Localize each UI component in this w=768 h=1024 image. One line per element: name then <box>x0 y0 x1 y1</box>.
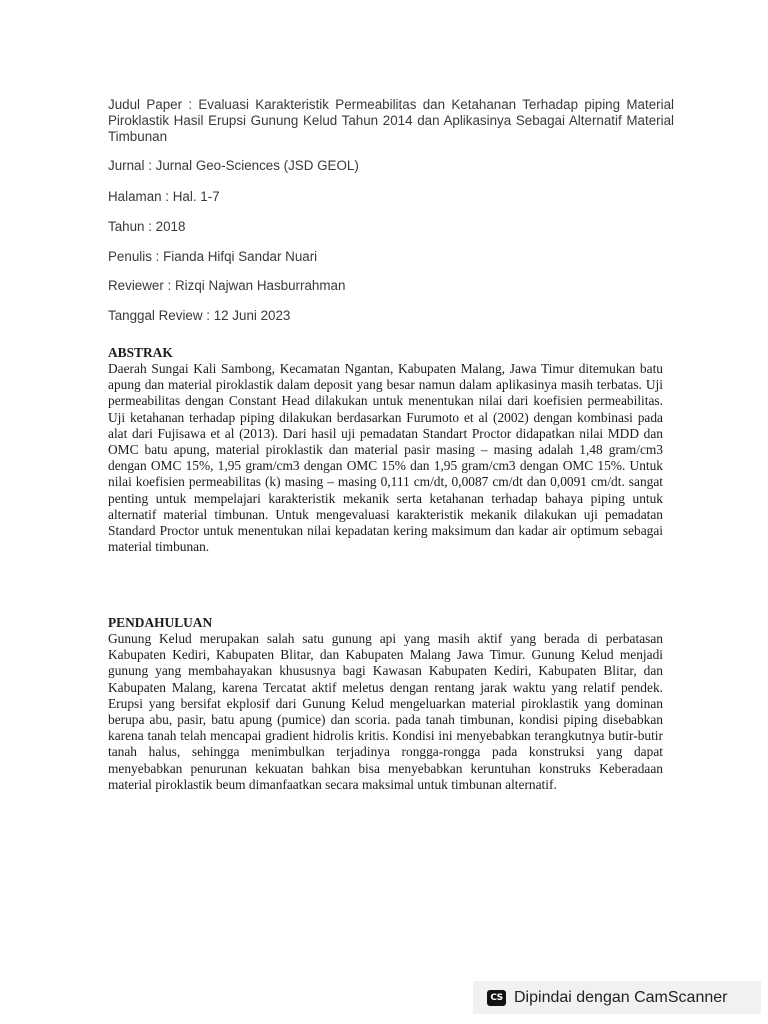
reviewer-line: Reviewer : Rizqi Najwan Hasburrahman <box>108 278 346 293</box>
abstract-heading: ABSTRAK <box>108 345 173 360</box>
abstract-section <box>108 344 663 555</box>
introduction-heading: PENDAHULUAN <box>108 615 213 630</box>
introduction-body: Gunung Kelud merupakan salah satu gunung api yang masih aktif yang berada di perbatasan Kabupaten Kediri, Kabupaten Blitar, dan Kabupaten Malang Jawa Timur. Gunung Kelud menjadi gunung yang membahayakan khususnya bagi Kawasan Kabupaten Kediri, Kabupaten Blitar, dan Kabupaten Malang, karena Tercatat aktif meletus dengan rentang jarak waktu yang relatif pendek. Erupsi yang bersifat ekplosif dari Gunung Kelud mengeluarkan material piroklastik yang dominan berupa abu, pasir, batu apung (pumice) dan scoria. pada tanah timbunan, kondisi piping disebabkan karena tanah telah mencapai gradient hidrolis kritis. Kondisi ini menyebabkan terangkutnya butir-butir tanah halus, sehingga menimbulkan terjadinya rongga-rongga pada konstruksi yang dapat menyebabkan penurunan kekuatan bahkan bisa menyebabkan keruntuhan konstruks Keberadaan material piroklastik beum dimanfaatkan secara maksimal untuk timbunan alternatif. <box>108 631 663 792</box>
camscanner-badge-text: Dipindai dengan CamScanner <box>514 988 728 1006</box>
camscanner-logo-icon: CS <box>487 990 506 1006</box>
camscanner-badge <box>473 981 761 1014</box>
author-line: Penulis : Fianda Hifqi Sandar Nuari <box>108 249 318 264</box>
pages-line: Halaman : Hal. 1-7 <box>108 189 220 204</box>
review-date-line: Tanggal Review : 12 Juni 2023 <box>108 308 291 323</box>
journal-line: Jurnal : Jurnal Geo-Sciences (JSD GEOL) <box>108 158 359 173</box>
abstract-body: Daerah Sungai Kali Sambong, Kecamatan Ngantan, Kabupaten Malang, Jawa Timur ditemukan batu apung dan material piroklastik dalam deposit yang besar namun dalam aplikasinya masih terbatas. Uji permeabilitas dengan Constant Head dilakukan untuk menentukan nilai dari koefisien permeabilitas. Uji ketahanan terhadap piping dilakukan berdasarkan Furumoto et al (2002) dengan kombinasi pada alat dari Fujisawa et al (2013). Dari hasil uji pemadatan Standart Proctor didapatkan nilai MDD dan OMC batu apung, material piroklastik dan material pasir masing – masing adalah 1,48 gram/cm3 dengan OMC 15%, 1,95 gram/cm3 dengan OMC 15% dan 1,95 gram/cm3 dengan OMC 15%. Untuk nilai koefisien permeabilitas (k) masing – masing 0,111 cm/dt, 0,0087 cm/dt dan 0,0091 cm/dt. sangat penting untuk mempelajari karakteristik mekanik serta ketahanan terhadap bahaya piping untuk alternatif material timbunan. Untuk mengevaluasi karakteristik mekanik dilakukan uji pemadatan Standard Proctor untuk menentukan nilai kepadatan kering maksimum dan kadar air optimum sebagai material timbunan. <box>108 361 663 555</box>
paper-title: Judul Paper : Evaluasi Karakteristik Permeabilitas dan Ketahanan Terhadap piping Material Piroklastik Hasil Erupsi Gunung Kelud Tahun 2014 dan Aplikasinya Sebagai Alternatif Material Timbunan <box>108 97 674 144</box>
introduction-section <box>108 614 663 793</box>
year-line: Tahun : 2018 <box>108 219 186 234</box>
